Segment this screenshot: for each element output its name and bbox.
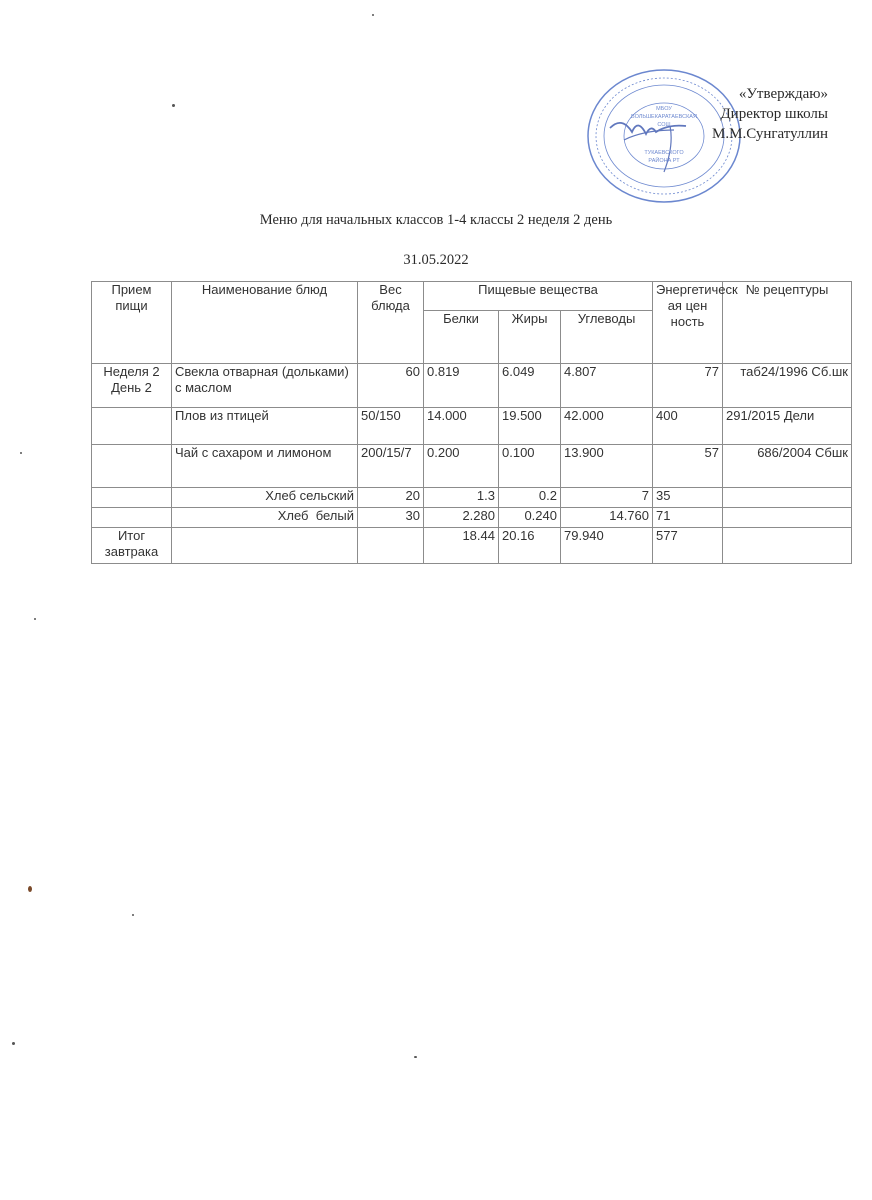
stamp-text-line: МБОУ xyxy=(656,106,672,112)
scan-speck xyxy=(12,1042,15,1045)
cell-dish: Чай с сахаром и лимоном xyxy=(172,445,358,488)
cell-fats: 0.240 xyxy=(499,508,561,528)
cell-proteins-total: 18.44 xyxy=(424,528,499,564)
cell-carbs-total: 79.940 xyxy=(561,528,653,564)
header-dish: Наименование блюд xyxy=(172,282,358,364)
approval-block xyxy=(712,84,828,144)
cell-meal: Неделя 2 День 2 xyxy=(92,364,172,408)
cell-fats: 0.100 xyxy=(499,445,561,488)
stamp-text-line: СОШ xyxy=(657,122,671,128)
cell-dish: Хлеб белый xyxy=(172,508,358,528)
header-fats: Жиры xyxy=(499,311,561,364)
cell-recipe: 291/2015 Дели xyxy=(723,408,852,445)
cell-recipe xyxy=(723,508,852,528)
cell-weight: 50/150 xyxy=(358,408,424,445)
table-row xyxy=(92,445,852,488)
cell-energy-total: 577 xyxy=(653,528,723,564)
cell-proteins: 0.819 xyxy=(424,364,499,408)
cell-dish: Хлеб сельский xyxy=(172,488,358,508)
stamp-text-line: БОЛЬШЕКАРАТАЕВСКАЯ xyxy=(631,114,697,120)
cell-weight: 20 xyxy=(358,488,424,508)
cell-dish: Плов из птицей xyxy=(172,408,358,445)
document-title: Меню для начальных классов 1-4 классы 2 неделя 2 день xyxy=(259,212,613,228)
scan-speck xyxy=(172,104,175,107)
cell-weight: 200/15/7 xyxy=(358,445,424,488)
cell-recipe xyxy=(723,528,852,564)
table-row xyxy=(92,364,852,408)
cell-meal xyxy=(92,508,172,528)
cell-meal-total: Итог завтрака xyxy=(92,528,172,564)
scan-speck xyxy=(28,886,32,892)
cell-energy: 71 xyxy=(653,508,723,528)
cell-carbs: 42.000 xyxy=(561,408,653,445)
header-recipe: № рецептуры xyxy=(723,282,852,364)
cell-weight: 60 xyxy=(358,364,424,408)
approval-line-approved: «Утверждаю» xyxy=(738,86,828,102)
stamp-text-line: РАЙОНА РТ xyxy=(648,158,680,164)
cell-carbs: 14.760 xyxy=(561,508,653,528)
scan-speck xyxy=(20,452,22,454)
cell-meal xyxy=(92,488,172,508)
cell-energy: 57 xyxy=(653,445,723,488)
table-header-row xyxy=(92,282,852,311)
cell-fats: 19.500 xyxy=(499,408,561,445)
cell-weight xyxy=(358,528,424,564)
cell-meal xyxy=(92,445,172,488)
cell-weight: 30 xyxy=(358,508,424,528)
header-proteins: Белки xyxy=(424,311,499,364)
stamp-text-line: ТУКАЕВСКОГО xyxy=(644,150,684,156)
cell-dish: Свекла отварная (дольками) с маслом xyxy=(172,364,358,408)
cell-fats-total: 20.16 xyxy=(499,528,561,564)
cell-proteins: 14.000 xyxy=(424,408,499,445)
header-weight: Вес блюда xyxy=(358,282,424,364)
document-date: 31.05.2022 xyxy=(403,252,469,268)
header-energy: Энергетическ ая цен ность xyxy=(653,282,723,364)
header-nutrients: Пищевые вещества xyxy=(424,282,653,311)
header-meal: Прием пищи xyxy=(92,282,172,364)
cell-carbs: 13.900 xyxy=(561,445,653,488)
cell-energy: 35 xyxy=(653,488,723,508)
cell-proteins: 2.280 xyxy=(424,508,499,528)
approval-line-position: Директор школы xyxy=(720,106,828,122)
cell-recipe xyxy=(723,488,852,508)
menu-table xyxy=(91,281,852,564)
cell-energy: 400 xyxy=(653,408,723,445)
cell-carbs: 7 xyxy=(561,488,653,508)
cell-proteins: 0.200 xyxy=(424,445,499,488)
cell-fats: 0.2 xyxy=(499,488,561,508)
table-row xyxy=(92,408,852,445)
cell-recipe: 686/2004 Сбшк xyxy=(723,445,852,488)
cell-dish xyxy=(172,528,358,564)
cell-carbs: 4.807 xyxy=(561,364,653,408)
cell-proteins: 1.3 xyxy=(424,488,499,508)
scan-speck xyxy=(414,1056,417,1058)
table-row xyxy=(92,528,852,564)
cell-fats: 6.049 xyxy=(499,364,561,408)
header-carbs: Углеводы xyxy=(561,311,653,364)
scan-speck xyxy=(132,914,134,916)
cell-energy: 77 xyxy=(653,364,723,408)
cell-recipe: таб24/1996 Сб.шк xyxy=(723,364,852,408)
scan-speck xyxy=(372,14,374,16)
cell-meal xyxy=(92,408,172,445)
table-row xyxy=(92,508,852,528)
scan-speck xyxy=(34,618,36,620)
approval-line-name: М.М.Сунгатуллин xyxy=(712,126,828,142)
table-row xyxy=(92,488,852,508)
